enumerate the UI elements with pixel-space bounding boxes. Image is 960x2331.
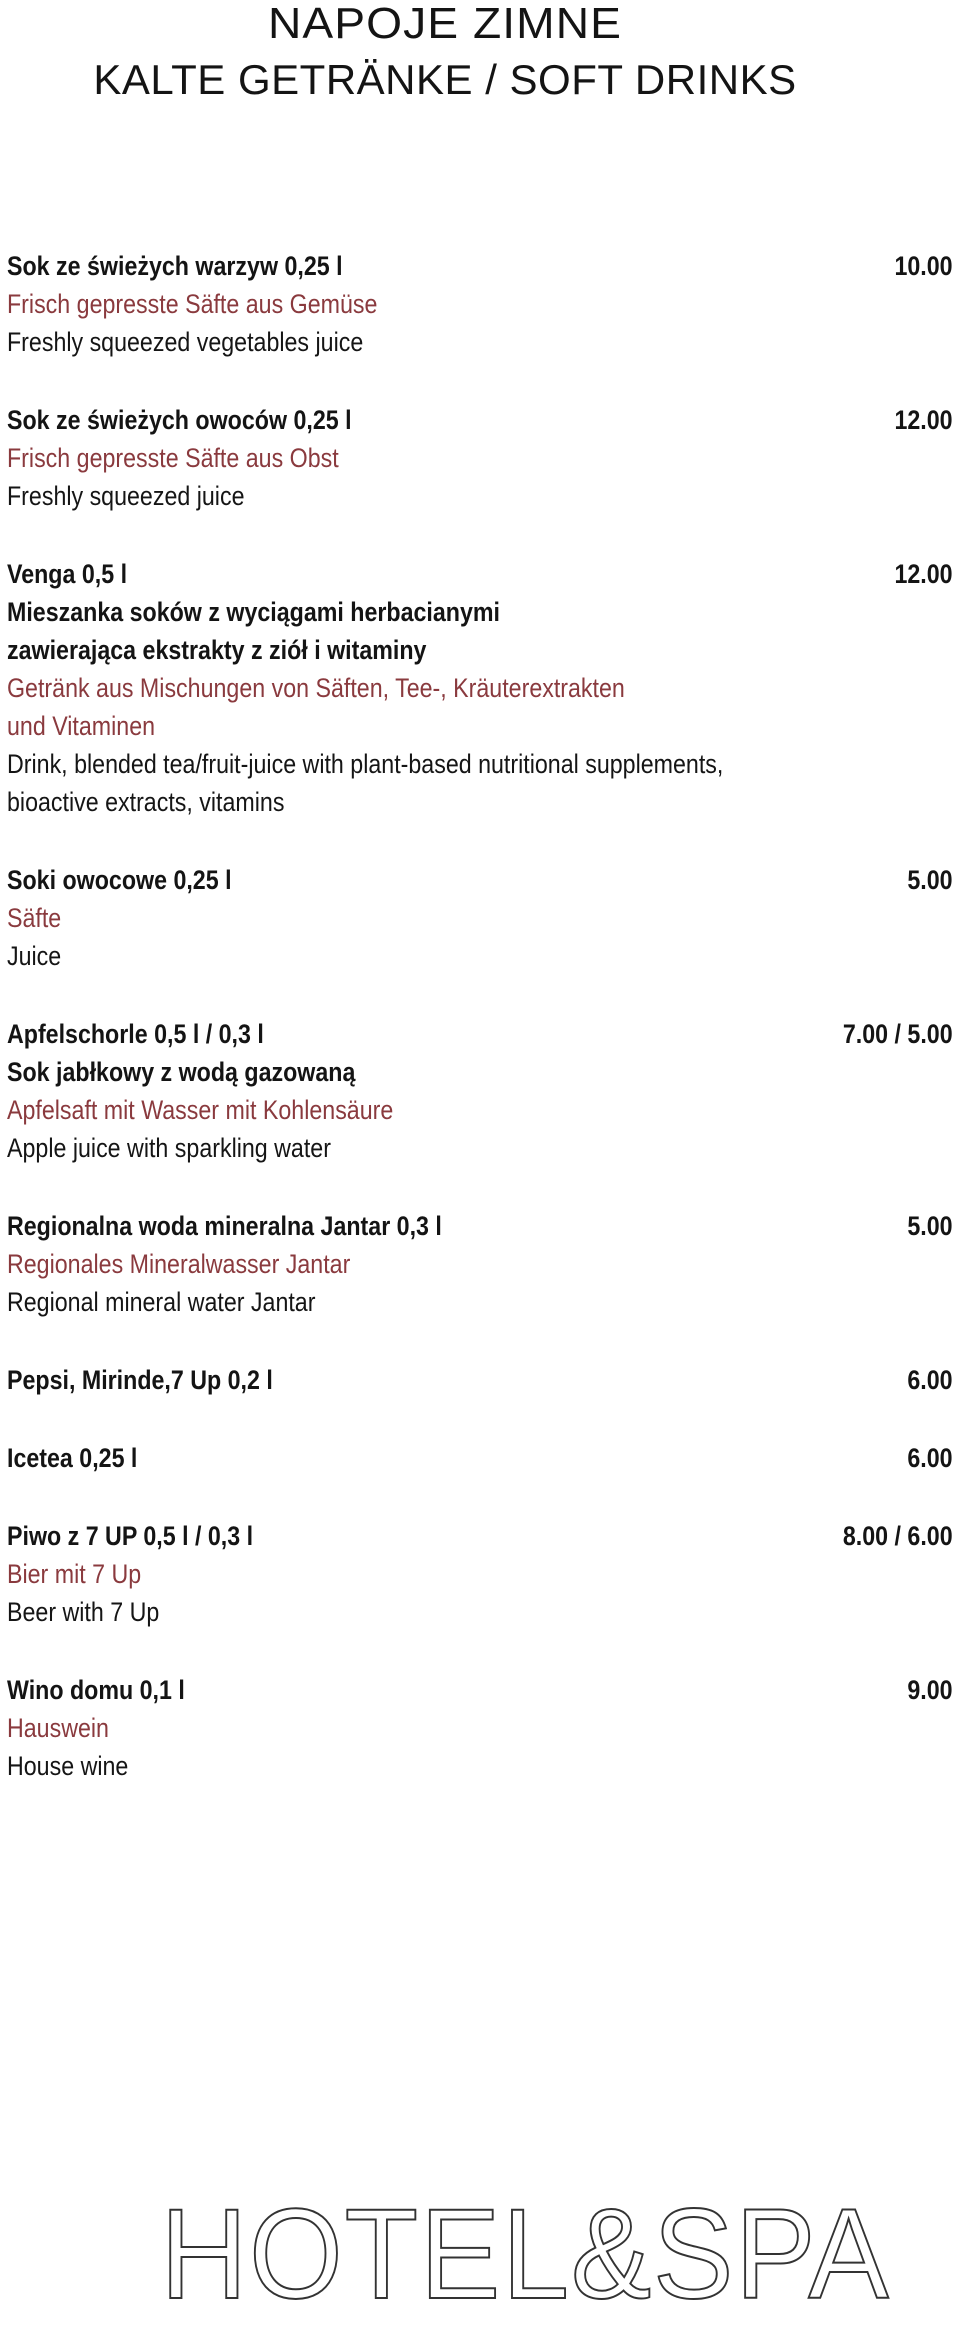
menu-item-description-de: Hauswein [7,1713,109,1743]
menu-item-description-en: Juice [7,941,62,971]
menu-item-description-en: Beer with 7 Up [7,1597,160,1627]
menu-item [7,555,953,821]
menu-item-description-pl: Sok jabłkowy z wodą gazowaną [7,1057,356,1087]
menu-item [7,1361,953,1399]
menu-item-price: 6.00 [907,1365,953,1395]
menu-item-price: 7.00 / 5.00 [843,1019,953,1049]
menu-item-description-en: Apple juice with sparkling water [7,1133,331,1163]
menu-item-price: 9.00 [907,1675,953,1705]
menu-item-price: 6.00 [907,1443,953,1473]
menu-item-header [7,1439,953,1477]
menu-item-header [7,555,953,593]
menu-item-description-de: und Vitaminen [7,711,156,741]
menu-item-name: Sok ze świeżych owoców 0,25 l [7,405,352,435]
menu-item-name: Venga 0,5 l [7,559,128,589]
menu-item-price: 8.00 / 6.00 [843,1521,953,1551]
menu-item [7,1207,953,1321]
menu-item-header [7,1361,953,1399]
menu-item-name: Apfelschorle 0,5 l / 0,3 l [7,1019,264,1049]
menu-item-description-de: Bier mit 7 Up [7,1559,142,1589]
menu-item-name: Wino domu 0,1 l [7,1675,185,1705]
menu-item-header [7,1517,953,1555]
menu-item-description-de: Frisch gepresste Säfte aus Obst [7,443,339,473]
menu-item-header [7,1671,953,1709]
menu-item-description-de: Regionales Mineralwasser Jantar [7,1249,351,1279]
menu-item-description-pl: zawierająca ekstrakty z ziół i witaminy [7,635,427,665]
menu-item [7,1671,953,1785]
page-title: NAPOJE ZIMNE [267,0,623,48]
menu-item [7,1439,953,1477]
menu-item [7,1015,953,1167]
menu-item-description-en: House wine [7,1751,129,1781]
title-block [0,0,890,103]
menu-item-description-de: Frisch gepresste Säfte aus Gemüse [7,289,378,319]
hotel-spa-logo [140,2183,891,2326]
menu-item [7,1517,953,1631]
menu-item-price: 12.00 [894,559,953,589]
menu-item-description-en: bioactive extracts, vitamins [7,787,285,817]
menu-item-price: 5.00 [907,865,953,895]
menu-item-header [7,1015,953,1053]
menu-item-header [7,247,953,285]
menu-item-header [7,861,953,899]
menu-item-description-en: Freshly squeezed juice [7,481,245,511]
menu-item-name: Sok ze świeżych warzyw 0,25 l [7,251,343,281]
menu-item-description-de: Getränk aus Mischungen von Säften, Tee-, Kräuterextrakten [7,673,625,703]
menu-item-name: Regionalna woda mineralna Jantar 0,3 l [7,1211,442,1241]
menu-item-name: Soki owocowe 0,25 l [7,865,232,895]
menu-item-price: 10.00 [894,251,953,281]
menu-item-description-pl: Mieszanka soków z wyciągami herbacianymi [7,597,500,627]
menu-item-description-en: Drink, blended tea/fruit-juice with plant-based nutritional supplements, [7,749,724,779]
menu-item-price: 5.00 [907,1211,953,1241]
menu-item-description-de: Apfelsaft mit Wasser mit Kohlensäure [7,1095,394,1125]
menu-item-description-en: Regional mineral water Jantar [7,1287,316,1317]
menu-item-name: Icetea 0,25 l [7,1443,138,1473]
menu-item-price: 12.00 [894,405,953,435]
logo-text: HOTEL&SPA [160,2183,891,2326]
menu-item-name: Pepsi, Mirinde,7 Up 0,2 l [7,1365,273,1395]
menu-item-description-de: Säfte [7,903,62,933]
menu-item-header [7,401,953,439]
menu-item [7,247,953,361]
menu-item [7,861,953,975]
page-subtitle: KALTE GETRÄNKE / SOFT DRINKS [93,56,797,103]
menu-item-name: Piwo z 7 UP 0,5 l / 0,3 l [7,1521,254,1551]
menu-item-header [7,1207,953,1245]
menu-item-description-en: Freshly squeezed vegetables juice [7,327,364,357]
drinks-list [7,247,953,1825]
menu-item [7,401,953,515]
